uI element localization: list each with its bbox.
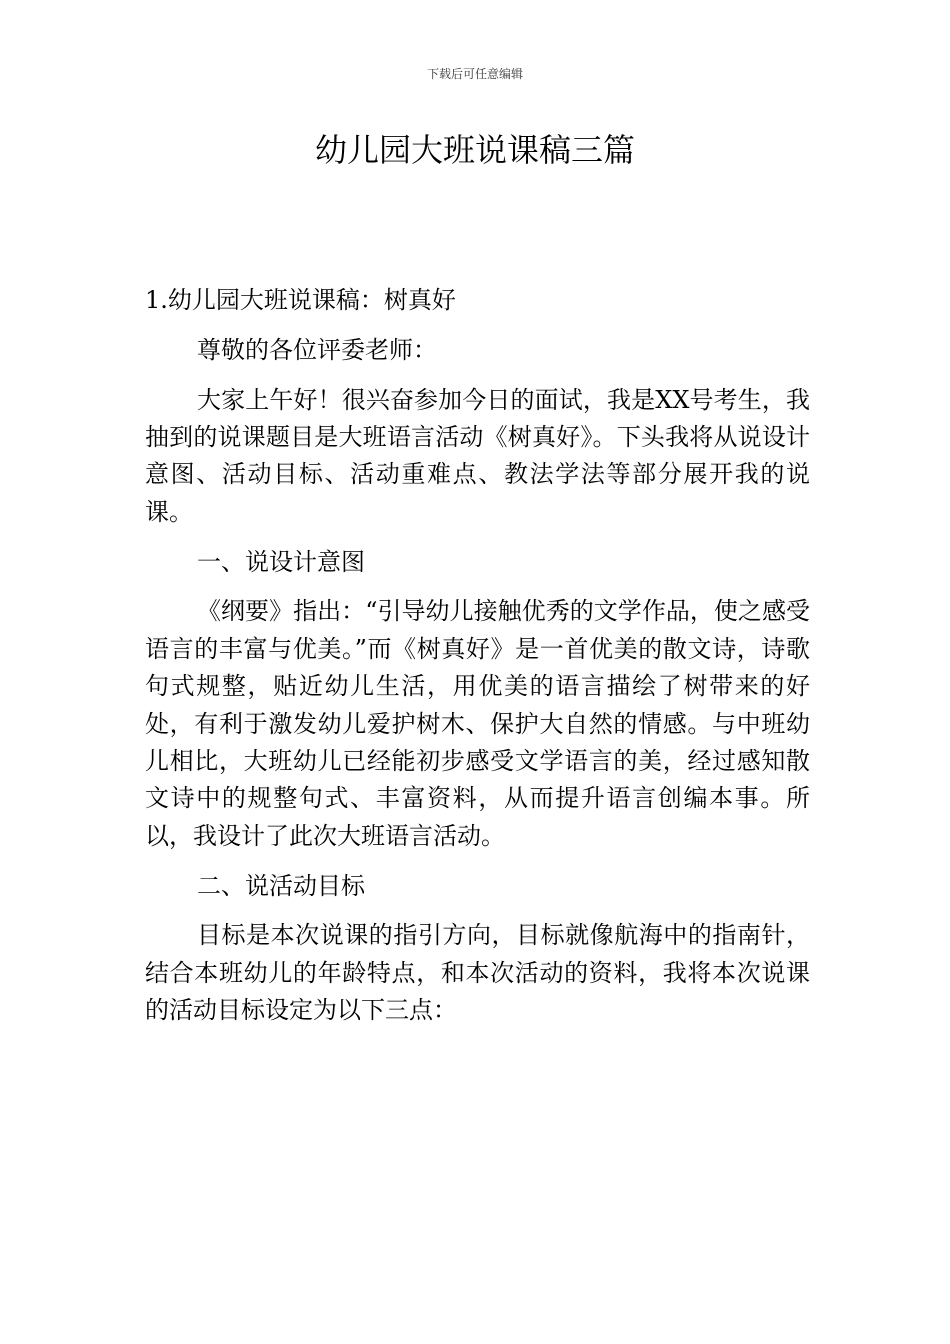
document-body xyxy=(145,282,810,1042)
page-header-note: 下载后可任意编辑 xyxy=(426,67,523,81)
section-title: 1.幼儿园大班说课稿：树真好 xyxy=(145,286,456,314)
heading-design-intent: 一、说设计意图 xyxy=(197,547,365,576)
salutation-paragraph: 尊敬的各位评委老师： xyxy=(197,335,437,364)
heading-activity-goals: 二、说活动目标 xyxy=(197,871,365,900)
design-intent-paragraph: 《纲要》指出：“引导幼儿接触优秀的文学作品，使之感受语言的丰富与优美。”而《树真好》是一首优美的散文诗，诗歌句式规整，贴近幼儿生活，用优美的语言描绘了树带来的好处，有利于激发幼儿爱护树木、保护大自然的情感。与中班幼儿相比，大班幼儿已经能初步感受文学语言的美，经过感知散文诗中的规整句式、丰富资料，从而提升语言创编本事。所以，我设计了此次大班语言活动。 xyxy=(145,597,810,850)
document-title: 幼儿园大班说课稿三篇 xyxy=(314,131,635,169)
intro-paragraph: 大家上午好！很兴奋参加今日的面试，我是XX号考生，我抽到的说课题目是大班语言活动《树真好》。下头我将从说设计意图、活动目标、活动重难点、教法学法等部分展开我的说课。 xyxy=(145,385,810,526)
activity-goals-paragraph: 目标是本次说课的指引方向，目标就像航海中的指南针，结合本班幼儿的年龄特点，和本次活动的资料，我将本次说课的活动目标设定为以下三点： xyxy=(145,921,810,1025)
